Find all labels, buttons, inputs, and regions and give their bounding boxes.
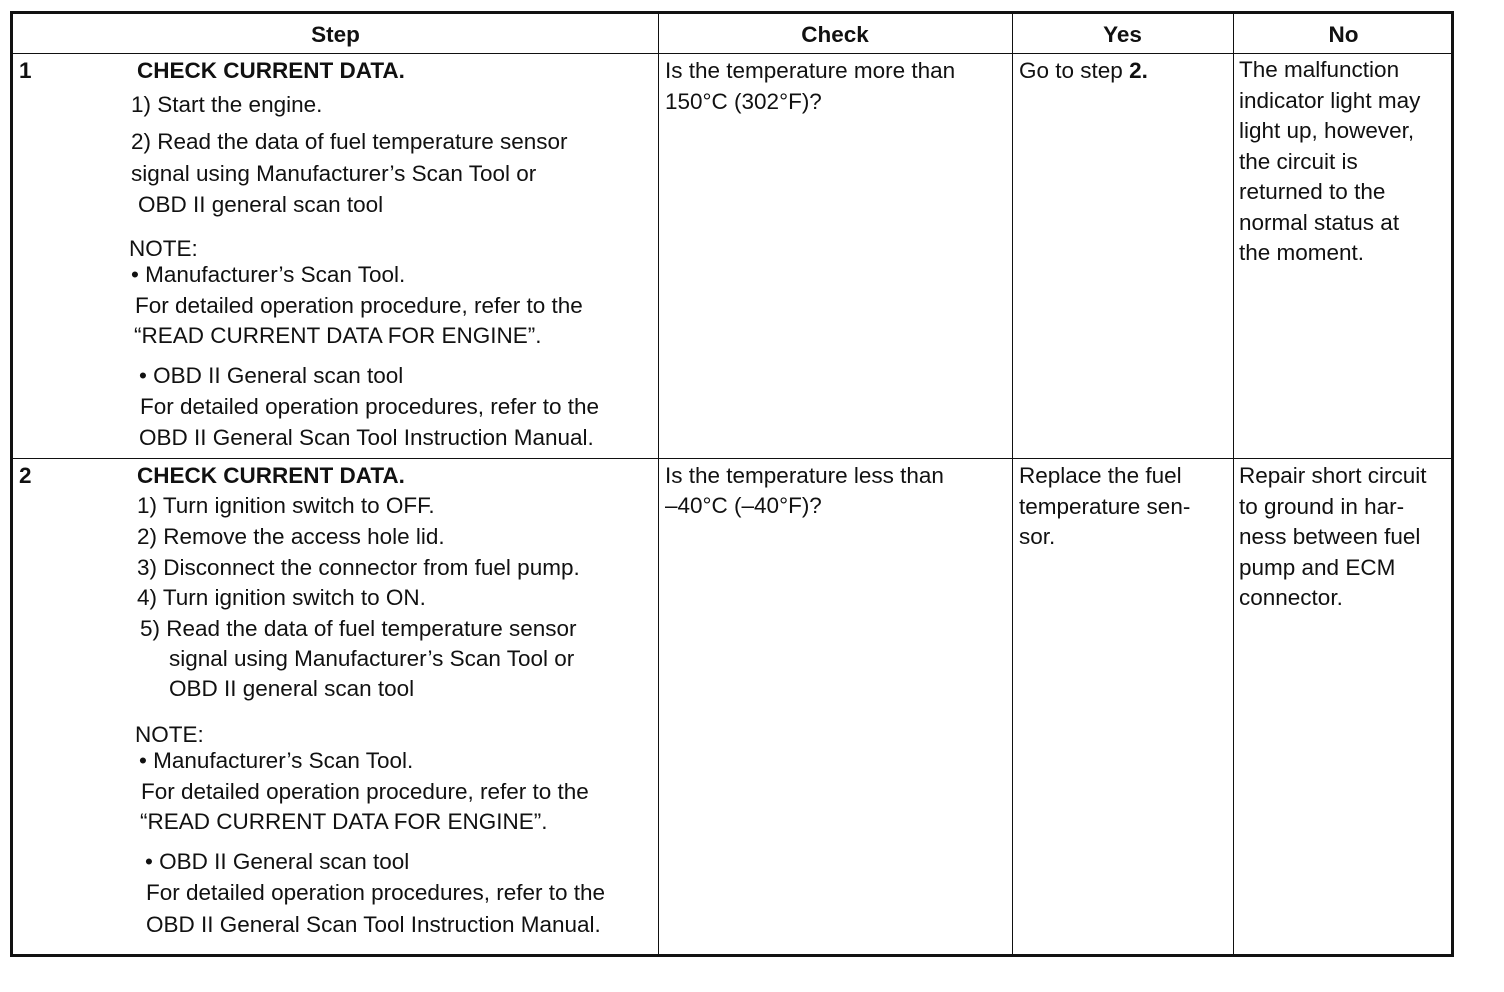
- header-step: Step: [311, 21, 360, 47]
- note-line: For detailed operation procedure, refer to the: [135, 293, 583, 318]
- check-text: –40°C (–40°F)?: [665, 493, 822, 518]
- check-text: 150°C (302°F)?: [665, 89, 822, 114]
- instruction-line: OBD II general scan tool: [169, 676, 415, 701]
- note-line: • OBD II General scan tool: [145, 849, 410, 874]
- column-divider-check-yes: [1012, 14, 1013, 954]
- step-title: CHECK CURRENT DATA.: [137, 463, 405, 488]
- instruction-line: 2) Remove the access hole lid.: [137, 524, 445, 549]
- note-heading: NOTE:: [135, 722, 204, 747]
- instruction-line: 2) Read the data of fuel temperature sensor: [131, 129, 568, 154]
- note-line: OBD II General Scan Tool Instruction Manual.: [139, 425, 594, 450]
- yes-text: Go to step 2.: [1019, 58, 1148, 83]
- yes-step-link: 2.: [1129, 58, 1148, 83]
- yes-text: Replace the fuel temperature sen- sor.: [1019, 463, 1191, 549]
- header-no: No: [1328, 21, 1359, 47]
- no-text: The malfunction indicator light may light up, however, the circuit is returned to the normal status at the moment.: [1239, 57, 1421, 265]
- note-line: For detailed operation procedure, refer to the: [141, 779, 589, 804]
- instruction-line: signal using Manufacturer’s Scan Tool or: [169, 646, 575, 671]
- note-line: OBD II General Scan Tool Instruction Manual.: [146, 912, 601, 937]
- note-line: “READ CURRENT DATA FOR ENGINE”.: [134, 323, 542, 348]
- note-line: • OBD II General scan tool: [139, 363, 404, 388]
- column-divider-yes-no: [1233, 14, 1234, 954]
- instruction-line: 1) Turn ignition switch to OFF.: [137, 493, 435, 518]
- instruction-line: signal using Manufacturer’s Scan Tool or: [131, 161, 537, 186]
- instruction-line: 1) Start the engine.: [131, 92, 323, 117]
- instruction-line: 4) Turn ignition switch to ON.: [137, 585, 426, 610]
- note-line: “READ CURRENT DATA FOR ENGINE”.: [140, 809, 548, 834]
- instruction-line: OBD II general scan tool: [138, 192, 384, 217]
- check-text: Is the temperature more than: [665, 58, 956, 83]
- note-heading: NOTE:: [129, 236, 198, 261]
- check-text: Is the temperature less than: [665, 463, 944, 488]
- step-number: 1: [19, 58, 32, 83]
- instruction-line: 3) Disconnect the connector from fuel pump.: [137, 555, 580, 580]
- diagnostic-table: [10, 11, 1454, 957]
- note-line: • Manufacturer’s Scan Tool.: [139, 748, 414, 773]
- header-check: Check: [801, 21, 869, 47]
- note-line: For detailed operation procedures, refer to the: [140, 394, 600, 419]
- row-divider: [13, 458, 1451, 459]
- column-divider-step-check: [658, 14, 659, 954]
- step-number: 2: [19, 463, 32, 488]
- note-line: • Manufacturer’s Scan Tool.: [131, 262, 406, 287]
- note-line: For detailed operation procedures, refer to the: [146, 880, 606, 905]
- header-yes: Yes: [1103, 21, 1142, 47]
- step-title: CHECK CURRENT DATA.: [137, 58, 405, 83]
- instruction-line: 5) Read the data of fuel temperature sensor: [140, 616, 577, 641]
- no-text: Repair short circuit to ground in har- ness between fuel pump and ECM connector.: [1239, 463, 1427, 610]
